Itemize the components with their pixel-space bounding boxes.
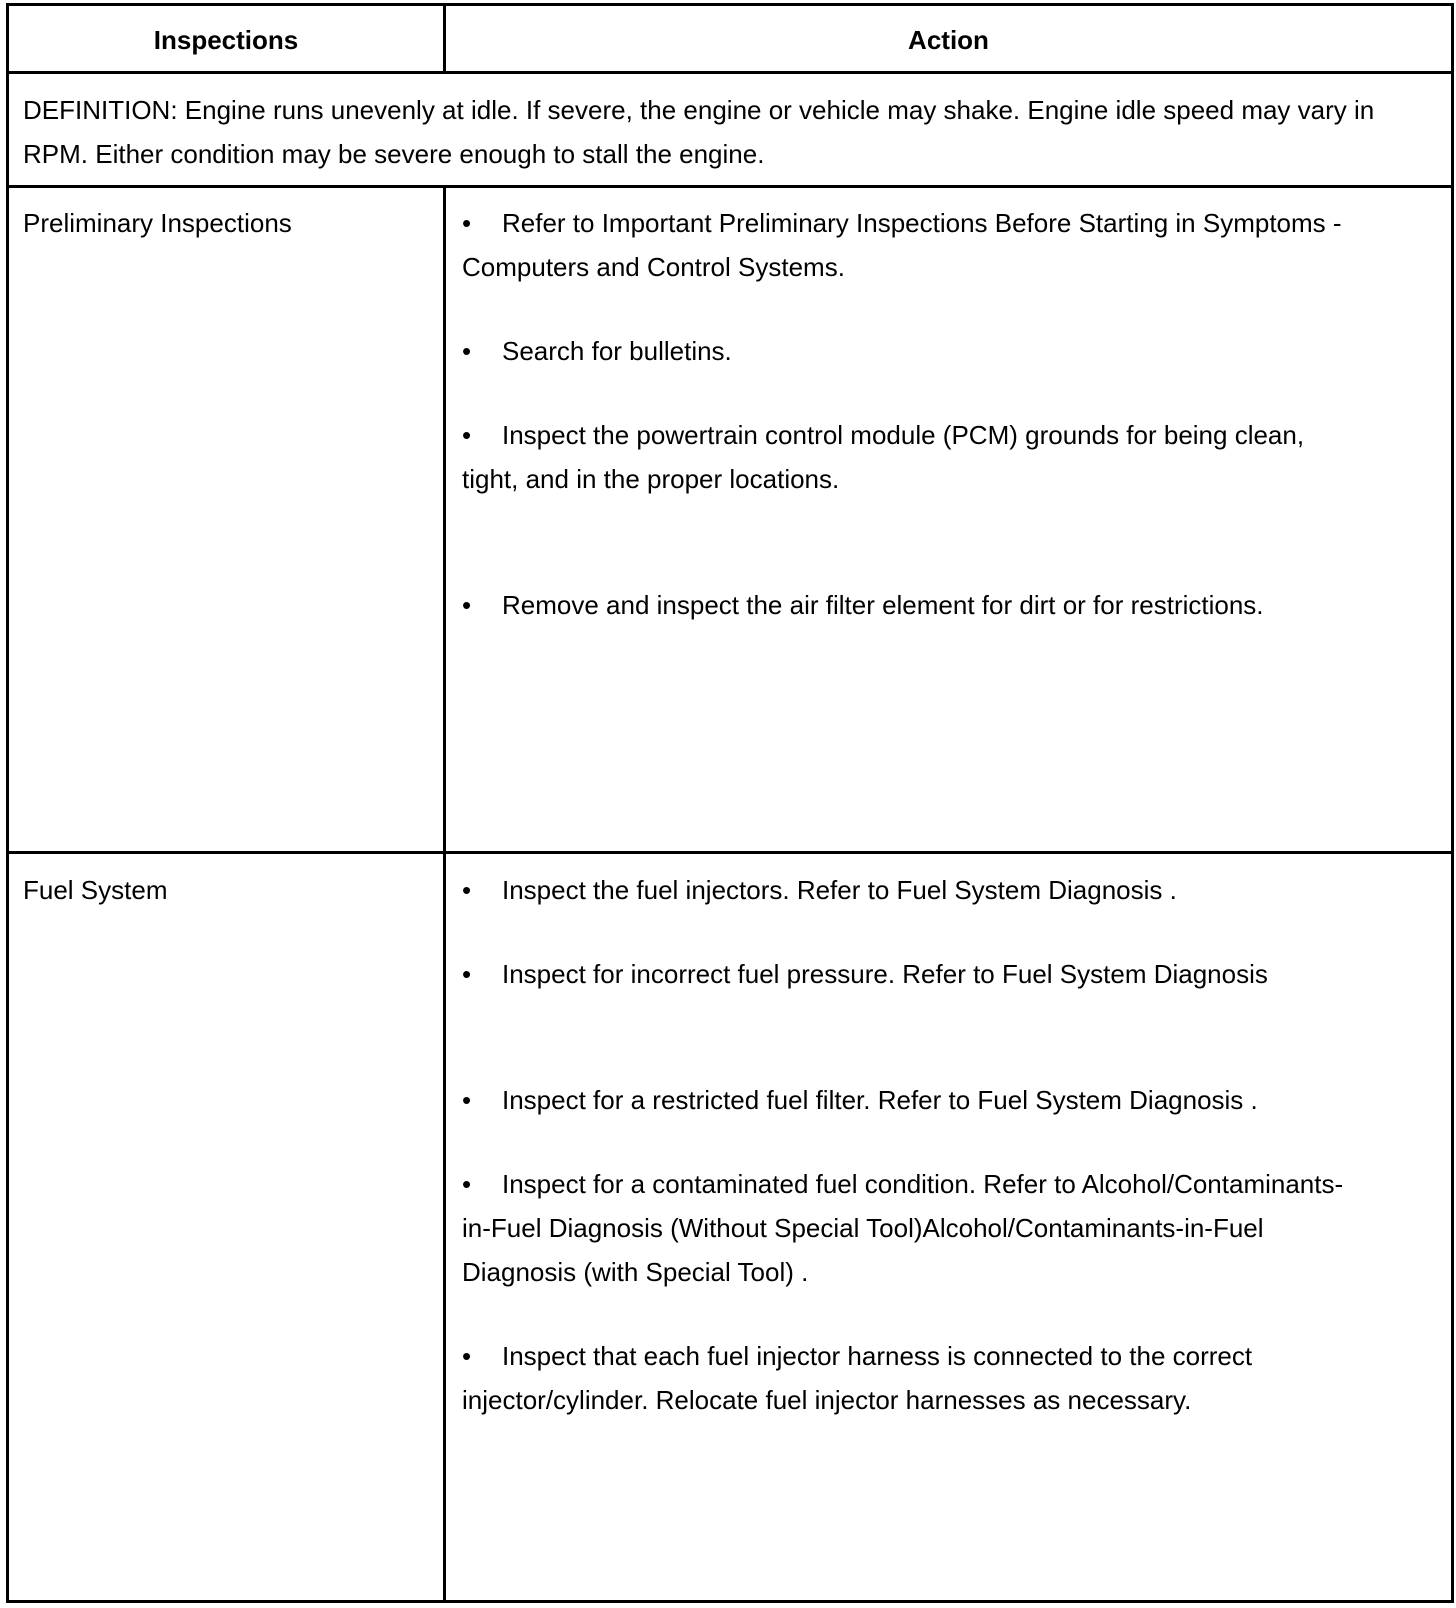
diagnostic-table xyxy=(6,3,1454,1603)
table-border-right xyxy=(1451,3,1454,1603)
bullet-icon: • xyxy=(462,1169,472,1199)
row-label-preliminary-inspections: Preliminary Inspections xyxy=(23,208,292,238)
list-item xyxy=(462,583,1362,627)
bullet-icon: • xyxy=(462,1341,472,1371)
row-divider xyxy=(6,851,1454,854)
definition-text: DEFINITION: Engine runs unevenly at idle. If severe, the engine or vehicle may shake. Engine idle speed may vary in RPM. Either condition may be severe enough to stall the engine. xyxy=(23,95,1375,169)
list-item xyxy=(462,413,1362,501)
bullet-icon: • xyxy=(462,875,472,905)
list-item-text: Inspect that each fuel injector harness is connected to the correct injector/cylinder. Relocate fuel injector harnesses as necessary. xyxy=(462,1341,1253,1415)
definition-divider xyxy=(6,185,1454,188)
fuel-system-action-list xyxy=(462,868,1362,1422)
preliminary-inspections-action-list xyxy=(462,201,1362,627)
list-item-text: Search for bulletins. xyxy=(502,336,732,366)
list-item-text: Inspect for incorrect fuel pressure. Refer to Fuel System Diagnosis xyxy=(502,959,1268,989)
row-label-fuel-system: Fuel System xyxy=(23,875,168,905)
list-item-text: Inspect the powertrain control module (PCM) grounds for being clean, tight, and in the proper locations. xyxy=(462,420,1305,494)
table-border-bottom xyxy=(6,1600,1454,1603)
bullet-icon: • xyxy=(462,336,472,366)
list-item xyxy=(462,1078,1362,1122)
table-border-left xyxy=(6,3,9,1603)
list-item-text: Inspect the fuel injectors. Refer to Fuel System Diagnosis . xyxy=(502,875,1177,905)
list-item-text: Inspect for a contaminated fuel condition. Refer to Alcohol/Contaminants-in-Fuel Diagnosis (Without Special Tool)Alcohol/Contaminants-in-Fuel Diagnosis (with Special Tool) . xyxy=(462,1169,1344,1287)
bullet-icon: • xyxy=(462,959,472,989)
list-item xyxy=(462,329,1362,373)
list-item-text: Refer to Important Preliminary Inspections Before Starting in Symptoms - Computers and Control Systems. xyxy=(462,208,1342,282)
list-item xyxy=(462,201,1362,289)
list-item xyxy=(462,952,1362,996)
list-item xyxy=(462,1334,1362,1422)
column-header-action: Action xyxy=(908,24,989,55)
bullet-icon: • xyxy=(462,1085,472,1115)
bullet-icon: • xyxy=(462,420,472,450)
list-item-text: Inspect for a restricted fuel filter. Refer to Fuel System Diagnosis . xyxy=(502,1085,1258,1115)
list-item xyxy=(462,1162,1362,1294)
column-header-inspections: Inspections xyxy=(153,24,299,55)
bullet-icon: • xyxy=(462,590,472,620)
column-divider-body xyxy=(443,185,446,1603)
list-item xyxy=(462,868,1362,912)
bullet-icon: • xyxy=(462,208,472,238)
list-item-text: Remove and inspect the air filter element for dirt or for restrictions. xyxy=(502,590,1264,620)
